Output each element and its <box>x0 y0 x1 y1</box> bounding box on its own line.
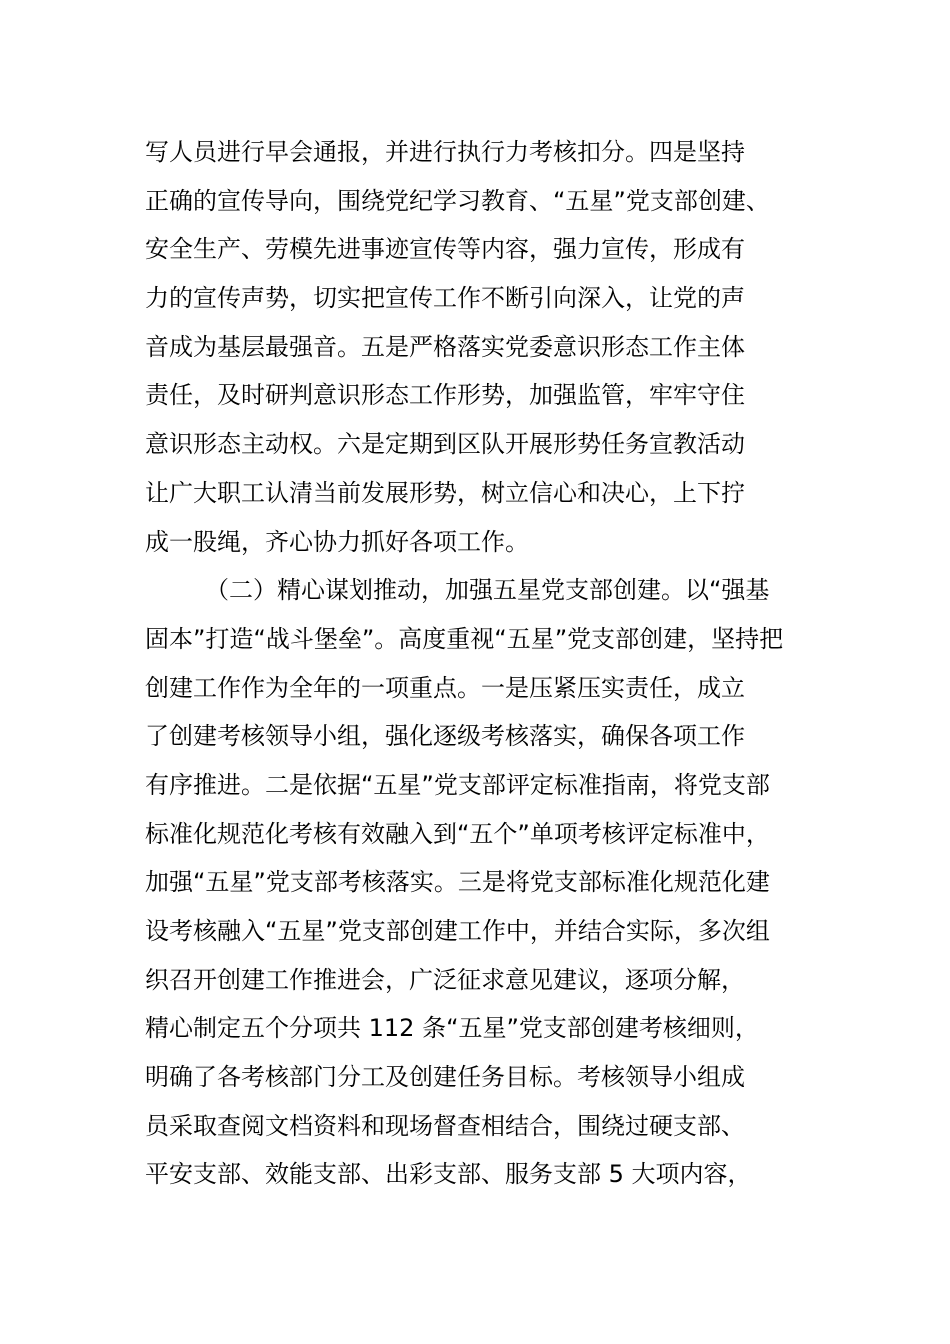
text-line: 安全生产、劳模先进事迹宣传等内容，强力宣传，形成有 <box>145 235 745 264</box>
text-line: 音成为基层最强音。五是严格落实党委意识形态工作主体 <box>145 332 745 361</box>
text-line: 创建工作作为全年的一项重点。一是压紧压实责任，成立 <box>145 673 745 702</box>
text-line: 正确的宣传导向，围绕党纪学习教育、“五星”党支部创建、 <box>145 186 770 215</box>
text-line: 加强“五星”党支部考核落实。三是将党支部标准化规范化建 <box>145 868 770 897</box>
text-line: 员采取查阅文档资料和现场督查相结合，围绕过硬支部、 <box>145 1111 745 1140</box>
text-line: 固本”打造“战斗堡垒”。高度重视“五星”党支部创建，坚持把 <box>145 624 784 653</box>
text-line: 平安支部、效能支部、出彩支部、服务支部 5 大项内容， <box>145 1160 752 1189</box>
text-line: 设考核融入“五星”党支部创建工作中，并结合实际，多次组 <box>145 917 770 945</box>
text-line: 明确了各考核部门分工及创建任务目标。考核领导小组成 <box>145 1063 745 1092</box>
text-line: 写人员进行早会通报，并进行执行力考核扣分。四是坚持 <box>145 138 745 166</box>
text-line: 精心制定五个分项共 112 条“五星”党支部创建考核细则， <box>145 1014 759 1043</box>
text-line: 成一股绳，齐心协力抓好各项工作。 <box>145 527 529 556</box>
text-line: 织召开创建工作推进会，广泛征求意见建议，逐项分解， <box>145 965 745 994</box>
text-line: 有序推进。二是依据“五星”党支部评定标准指南，将党支部 <box>145 770 770 799</box>
text-line: 责任，及时研判意识形态工作形势，加强监管，牢牢守住 <box>145 381 745 410</box>
section-heading-line: （二）精心谋划推动，加强五星党支部创建。以“强基 <box>205 576 770 605</box>
body-text <box>145 128 813 1199</box>
text-line: 了创建考核领导小组，强化逐级考核落实，确保各项工作 <box>145 722 745 751</box>
text-line: 意识形态主动权。六是定期到区队开展形势任务宣教活动 <box>145 430 745 459</box>
text-line: 让广大职工认清当前发展形势，树立信心和决心，上下拧 <box>145 478 745 507</box>
text-line: 力的宣传声势，切实把宣传工作不断引向深入，让党的声 <box>145 284 745 313</box>
text-line: 标准化规范化考核有效融入到“五个”单项考核评定标准中， <box>145 819 770 848</box>
